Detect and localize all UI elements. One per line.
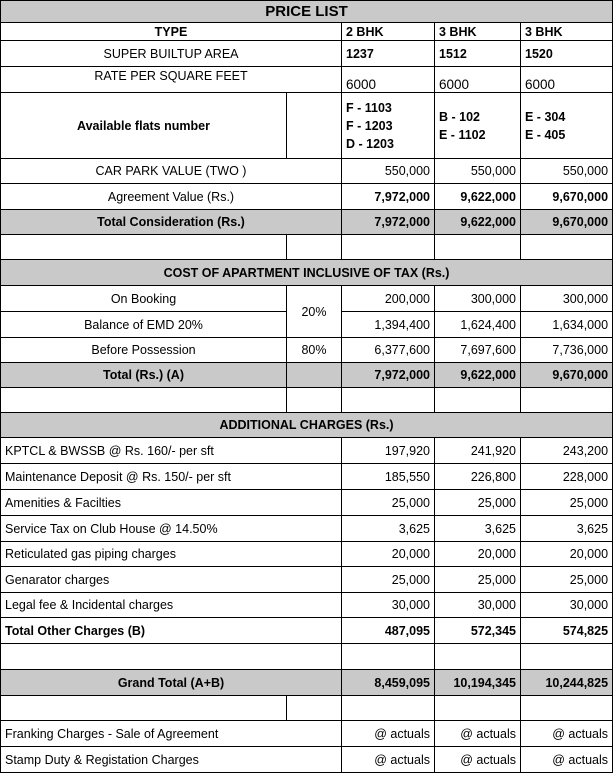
cell-value: 9,670,000: [521, 210, 613, 235]
row-label: Reticulated gas piping charges: [1, 542, 342, 567]
flats-list: F - 1103 F - 1203 D - 1203: [342, 93, 435, 159]
cell-value: 3,625: [435, 516, 521, 542]
row-label: Stamp Duty & Registation Charges: [1, 747, 342, 773]
row-label: Service Tax on Club House @ 14.50%: [1, 516, 342, 542]
section-heading: COST OF APARTMENT INCLUSIVE OF TAX (Rs.): [1, 260, 613, 286]
cell-value: 1237: [342, 41, 435, 67]
cell-value: 30,000: [521, 593, 613, 618]
cost-section-row: [1, 260, 613, 286]
empty-cell: [287, 93, 342, 159]
super-area-row: [1, 41, 613, 67]
cell-value: 197,920: [342, 438, 435, 464]
amenities-row: [1, 490, 613, 516]
cell-value: 243,200: [521, 438, 613, 464]
cell-value: 487,095: [342, 618, 435, 644]
cell-value: 25,000: [435, 490, 521, 516]
page-title: PRICE LIST: [1, 1, 613, 23]
blank-row: [1, 388, 613, 413]
blank-row: [1, 696, 613, 721]
row-label: Balance of EMD 20%: [1, 312, 287, 338]
cell-value: 185,550: [342, 464, 435, 490]
cell-value: 241,920: [435, 438, 521, 464]
row-label: Grand Total (A+B): [1, 670, 342, 696]
row-label: Total (Rs.) (A): [1, 363, 287, 388]
section-heading: ADDITIONAL CHARGES (Rs.): [1, 413, 613, 438]
cell-value: 572,345: [435, 618, 521, 644]
cell-value: 9,622,000: [435, 363, 521, 388]
row-label: On Booking: [1, 286, 287, 312]
cell-value: 9,670,000: [521, 363, 613, 388]
cell-value: 9,622,000: [435, 210, 521, 235]
cell-value: 25,000: [521, 490, 613, 516]
cell-value: 25,000: [435, 567, 521, 593]
row-label: Genarator charges: [1, 567, 342, 593]
cell-value: 25,000: [521, 567, 613, 593]
cell-value: 1,394,400: [342, 312, 435, 338]
row-label: RATE PER SQUARE FEET: [1, 67, 342, 93]
row-label: Agreement Value (Rs.): [1, 184, 342, 210]
cell-value: 300,000: [435, 286, 521, 312]
cell-value: 7,972,000: [342, 210, 435, 235]
cell-value: 8,459,095: [342, 670, 435, 696]
cell-value: @ actuals: [521, 747, 613, 773]
maintenance-row: [1, 464, 613, 490]
cell-value: 25,000: [342, 567, 435, 593]
header-row: [1, 23, 613, 41]
col-header-2: 3 BHK: [435, 23, 521, 41]
col-header-3: 3 BHK: [521, 23, 613, 41]
cell-value: 226,800: [435, 464, 521, 490]
cell-value: 20,000: [342, 542, 435, 567]
cell-value: @ actuals: [435, 747, 521, 773]
cell-value: 574,825: [521, 618, 613, 644]
cell-value: 3,625: [342, 516, 435, 542]
cell-value: 200,000: [342, 286, 435, 312]
percent-cell: 80%: [287, 338, 342, 363]
cell-value: @ actuals: [521, 721, 613, 747]
cell-value: 6000: [342, 67, 435, 93]
cell-value: 550,000: [435, 159, 521, 184]
cell-value: 1520: [521, 41, 613, 67]
stamp-duty-row: [1, 747, 613, 773]
cell-value: 6000: [521, 67, 613, 93]
generator-row: [1, 567, 613, 593]
flats-list: E - 304 E - 405: [521, 93, 613, 159]
kptcl-row: [1, 438, 613, 464]
cell-value: 3,625: [521, 516, 613, 542]
cell-value: @ actuals: [342, 747, 435, 773]
cell-value: 10,244,825: [521, 670, 613, 696]
total-a-row: [1, 363, 613, 388]
flats-row: [1, 93, 613, 159]
rate-row: [1, 67, 613, 93]
cell-value: 7,697,600: [435, 338, 521, 363]
grand-total-row: [1, 670, 613, 696]
row-label: SUPER BUILTUP AREA: [1, 41, 342, 67]
cell-value: 9,622,000: [435, 184, 521, 210]
cell-value: 550,000: [521, 159, 613, 184]
row-label: Maintenance Deposit @ Rs. 150/- per sft: [1, 464, 342, 490]
cell-value: 7,972,000: [342, 184, 435, 210]
row-label: Franking Charges - Sale of Agreement: [1, 721, 342, 747]
cell-value: 9,670,000: [521, 184, 613, 210]
blank-row: [1, 644, 613, 670]
legal-row: [1, 593, 613, 618]
car-park-row: [1, 159, 613, 184]
flats-list: B - 102 E - 1102: [435, 93, 521, 159]
cell-value: 300,000: [521, 286, 613, 312]
cell-value: 30,000: [342, 593, 435, 618]
total-consideration-row: [1, 210, 613, 235]
on-booking-row: [1, 286, 613, 312]
type-header: TYPE: [1, 23, 342, 41]
cell-value: 6000: [435, 67, 521, 93]
agreement-row: [1, 184, 613, 210]
service-tax-row: [1, 516, 613, 542]
percent-cell: 20%: [287, 286, 342, 338]
cell-value: 10,194,345: [435, 670, 521, 696]
cell-value: 1512: [435, 41, 521, 67]
additional-section-row: [1, 413, 613, 438]
row-label: Legal fee & Incidental charges: [1, 593, 342, 618]
gas-row: [1, 542, 613, 567]
row-label: CAR PARK VALUE (TWO ): [1, 159, 342, 184]
cell-value: @ actuals: [342, 721, 435, 747]
cell-value: 25,000: [342, 490, 435, 516]
title-row: [1, 1, 613, 23]
row-label: Total Consideration (Rs.): [1, 210, 342, 235]
cell-value: 7,736,000: [521, 338, 613, 363]
cell-value: @ actuals: [435, 721, 521, 747]
row-label: Amenities & Facilties: [1, 490, 342, 516]
blank-row: [1, 235, 613, 260]
cell-value: 6,377,600: [342, 338, 435, 363]
cell-value: 1,624,400: [435, 312, 521, 338]
row-label: KPTCL & BWSSB @ Rs. 160/- per sft: [1, 438, 342, 464]
row-label: Total Other Charges (B): [1, 618, 342, 644]
cell-value: 7,972,000: [342, 363, 435, 388]
cell-value: 20,000: [435, 542, 521, 567]
cell-value: 550,000: [342, 159, 435, 184]
cell-value: 1,634,000: [521, 312, 613, 338]
cell-value: 228,000: [521, 464, 613, 490]
cell-value: 30,000: [435, 593, 521, 618]
row-label: Before Possession: [1, 338, 287, 363]
col-header-1: 2 BHK: [342, 23, 435, 41]
franking-row: [1, 721, 613, 747]
row-label: Available flats number: [1, 93, 287, 159]
total-other-row: [1, 618, 613, 644]
cell-value: 20,000: [521, 542, 613, 567]
before-possession-row: [1, 338, 613, 363]
